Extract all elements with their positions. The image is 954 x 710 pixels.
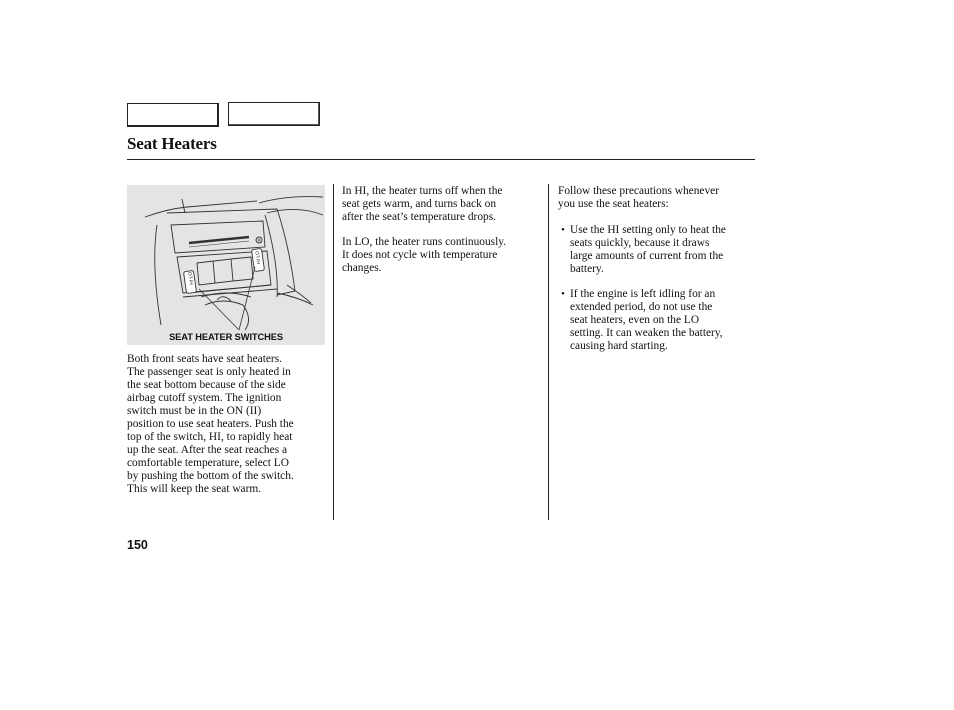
bullet-item-hi-setting [570, 224, 726, 276]
text-line: This will keep the seat warm. [127, 482, 262, 495]
text-line: the seat bottom because of the side [127, 378, 286, 391]
column-divider-1 [333, 184, 334, 520]
text-line: seats quickly, because it draws [570, 236, 710, 249]
text-line: extended period, do not use the [570, 300, 713, 313]
column1-paragraph [127, 353, 294, 495]
console-drawing [127, 185, 325, 345]
text-line: after the seat’s temperature drops. [342, 210, 497, 223]
page-title: Seat Heaters [127, 134, 217, 153]
text-line: The passenger seat is only heated in [127, 365, 291, 378]
column2-paragraph-hi [342, 185, 502, 224]
text-line: If the engine is left idling for an [570, 288, 716, 300]
figure-caption: SEAT HEATER SWITCHES [169, 332, 283, 342]
text-line: Both front seats have seat heaters. [127, 353, 282, 365]
svg-text:HI LO: HI LO [187, 271, 196, 286]
bullet-item-idling [570, 288, 723, 353]
text-line: switch must be in the ON (II) [127, 404, 262, 417]
text-line: by pushing the bottom of the switch. [127, 469, 294, 482]
text-line: large amounts of current from the [570, 249, 724, 262]
text-line: up the seat. After the seat reaches a [127, 443, 288, 456]
text-line: Use the HI setting only to heat the [570, 224, 726, 236]
bullet-marker: • [561, 224, 565, 236]
column2-paragraph-lo [342, 236, 506, 275]
column-divider-2 [548, 184, 549, 520]
text-line: position to use seat heaters. Push the [127, 417, 294, 430]
text-line: In LO, the heater runs continuously. [342, 236, 507, 248]
text-line: changes. [342, 261, 382, 274]
text-line: top of the switch, HI, to rapidly heat [127, 430, 293, 443]
text-line: In HI, the heater turns off when the [342, 185, 503, 197]
text-line: airbag cutoff system. The ignition [127, 391, 282, 404]
text-line: causing hard starting. [570, 339, 668, 352]
page-number: 150 [127, 538, 148, 552]
text-line: you use the seat heaters: [558, 197, 669, 210]
text-line: setting. It can weaken the battery, [570, 326, 723, 339]
text-line: battery. [570, 262, 604, 275]
text-line: seat gets warm, and turns back on [342, 197, 497, 210]
main-menu-tab-button[interactable] [127, 103, 219, 127]
text-line: comfortable temperature, select LO [127, 456, 289, 469]
index-tab-button[interactable] [228, 102, 320, 126]
seat-heater-switches-illustration [127, 185, 325, 345]
svg-text:HI LO: HI LO [254, 250, 263, 265]
column3-intro [558, 185, 719, 211]
bullet-marker: • [561, 288, 565, 300]
text-line: Follow these precautions whenever [558, 185, 720, 197]
text-line: It does not cycle with temperature [342, 248, 498, 261]
title-divider [127, 159, 755, 160]
text-line: seat heaters, even on the LO [570, 313, 700, 326]
